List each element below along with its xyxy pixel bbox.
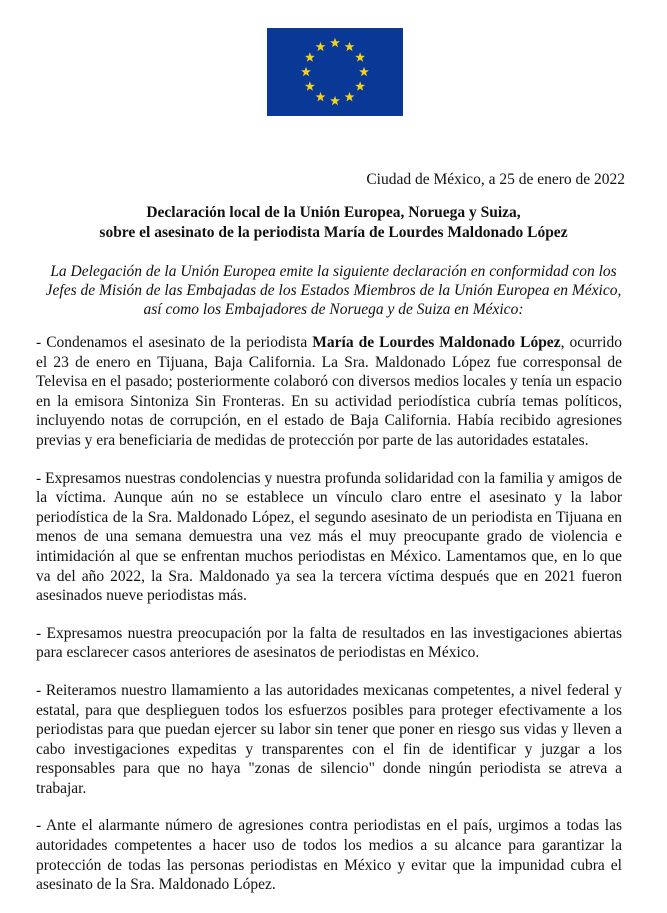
intro-line-1: La Delegación de la Unión Europea emite la siguiente declaración en conformidad con los <box>50 263 617 280</box>
paragraph-appeal: - Reiteramos nuestro llamamiento a las autoridades mexicanas competentes, a nivel federal y estatal, para que desplieguen todos los esfuerzos posibles para proteger efectivamente a los periodistas para que puedan ejercer su labor sin tener que poner en riesgo sus vidas y lleven a cabo investigaciones expeditas y transparentes con el fin de identificar y juzgar a los responsables para que no haya "zonas de silencio" donde ningún periodista se atreva a trabajar. <box>36 681 622 797</box>
title-line-2: sobre el asesinato de la periodista María de Lourdes Maldonado López <box>99 224 568 241</box>
victim-name: María de Lourdes Maldonado López <box>312 334 561 351</box>
paragraph-text: , ocurrido el 23 de enero en Tijuana, Baja California. La Sra. Maldonado López fue corresponsal de Televisa en el pasado; posteriormente colaboró con diversos medios locales y tenía un espacio en la emisora Sintoniza Sin Fronteras. En su actividad periodística cubría temas políticos, incluyendo notas de corrupción, en el estado de Baja California. Había recibido agresiones previas y era beneficiaria de medidas de protección por parte de las autoridades estatales. <box>36 334 622 449</box>
paragraph-urge: - Ante el alarmante número de agresiones contra periodistas en el país, urgimos a todas las autoridades competentes a hacer uso de todos los medios a su alcance para garantizar la protección de todas las personas periodistas en México y evitar que la impunidad cubra el asesinato de la Sra. Maldonado López. <box>36 817 622 894</box>
document-date: Ciudad de México, a 25 de enero de 2022 <box>366 171 625 188</box>
statement-body <box>36 333 622 913</box>
paragraph-text: - Condenamos el asesinato de la periodista <box>36 334 313 351</box>
document-title <box>0 203 667 243</box>
intro-statement <box>30 262 637 319</box>
paragraph-condemnation <box>36 333 622 451</box>
intro-line-3: así como los Embajadores de Noruega y de Suiza en México: <box>143 301 524 318</box>
intro-line-2: Jefes de Misión de las Embajadas de los Estados Miembros de la Unión Europea en México, <box>45 282 622 299</box>
title-line-1: Declaración local de la Unión Europea, Noruega y Suiza, <box>146 204 521 221</box>
eu-flag-icon <box>267 28 403 116</box>
paragraph-concern: - Expresamos nuestra preocupación por la falta de resultados en las investigaciones abiertas para esclarecer casos anteriores de asesinatos de periodistas en México. <box>36 624 622 662</box>
paragraph-condolences: - Expresamos nuestras condolencias y nuestra profunda solidaridad con la familia y amigos de la víctima. Aunque aún no se establece un vínculo claro entre el asesinato y la labor periodística de la Sra. Maldonado López, el segundo asesinato de un periodista en Tijuana en menos de una semana demuestra una vez más el muy preocupante grado de violencia e intimidación al que se enfrentan muchos periodistas en México. Lamentamos que, en lo que va del año 2022, la Sra. Maldonado ya sea la tercera víctima después que en 2021 fueron asesinados nueve periodistas más. <box>36 469 622 605</box>
